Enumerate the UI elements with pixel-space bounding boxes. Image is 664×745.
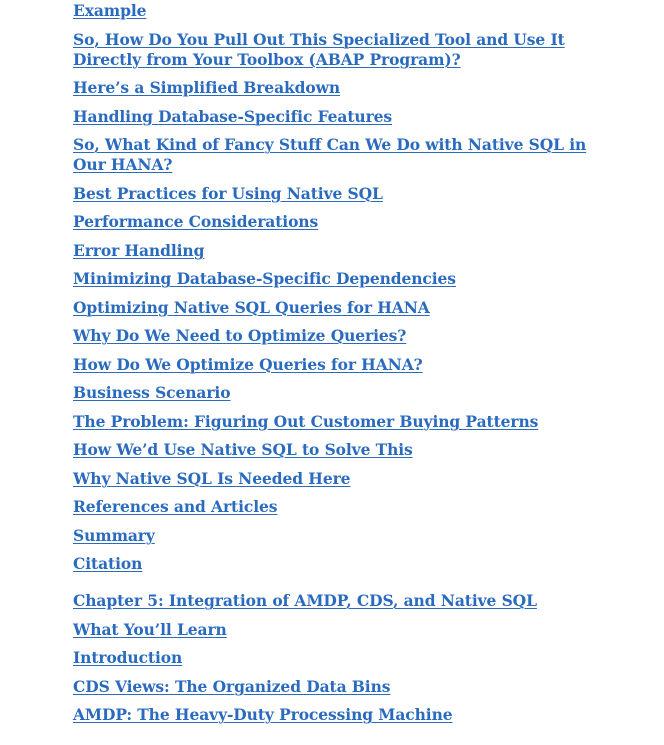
toc-link-optimizing-queries-hana[interactable]: Optimizing Native SQL Queries for HANA bbox=[73, 297, 430, 317]
toc-link-minimizing-dependencies[interactable]: Minimizing Database-Specific Dependencies bbox=[73, 269, 456, 288]
toc-link-why-optimize[interactable]: Why Do We Need to Optimize Queries? bbox=[73, 326, 407, 345]
toc-link-introduction[interactable]: Introduction bbox=[73, 648, 183, 667]
toc-link-simplified-breakdown[interactable]: Here’s a Simplified Breakdown bbox=[73, 78, 341, 97]
toc-link-the-problem[interactable]: The Problem: Figuring Out Customer Buying Patterns bbox=[73, 411, 539, 431]
toc-link-cds-views[interactable]: CDS Views: The Organized Data Bins bbox=[73, 676, 391, 696]
toc-link-references-articles[interactable]: References and Articles bbox=[73, 497, 278, 516]
toc-link-summary[interactable]: Summary bbox=[73, 525, 155, 545]
toc-link-performance-considerations[interactable]: Performance Considerations bbox=[73, 212, 319, 231]
toc-link-database-specific-features[interactable]: Handling Database-Specific Features bbox=[73, 106, 393, 126]
toc-link-business-scenario[interactable]: Business Scenario bbox=[73, 383, 231, 402]
toc-link-why-native-sql-needed[interactable]: Why Native SQL Is Needed Here bbox=[73, 468, 351, 488]
toc-link-pull-out-tool[interactable]: So, How Do You Pull Out This Specialized Tool and Use It Directly from Your Toolbox (ABAP Program)? bbox=[73, 29, 565, 69]
toc-link-error-handling[interactable]: Error Handling bbox=[73, 240, 205, 260]
toc-link-best-practices[interactable]: Best Practices for Using Native SQL bbox=[73, 183, 383, 203]
toc-link-chapter-5[interactable]: Chapter 5: Integration of AMDP, CDS, and Native SQL bbox=[73, 591, 537, 610]
toc-link-citation[interactable]: Citation bbox=[73, 554, 143, 573]
table-of-contents bbox=[73, 0, 613, 725]
toc-link-example[interactable]: Example bbox=[73, 1, 147, 20]
toc-link-how-use-native-sql[interactable]: How We’d Use Native SQL to Solve This bbox=[73, 440, 413, 459]
toc-link-amdp[interactable]: AMDP: The Heavy-Duty Processing Machine bbox=[73, 705, 453, 724]
toc-link-fancy-stuff-native-sql[interactable]: So, What Kind of Fancy Stuff Can We Do with Native SQL in Our HANA? bbox=[73, 135, 587, 174]
toc-link-what-youll-learn[interactable]: What You’ll Learn bbox=[73, 619, 227, 639]
toc-link-how-optimize[interactable]: How Do We Optimize Queries for HANA? bbox=[73, 354, 423, 374]
